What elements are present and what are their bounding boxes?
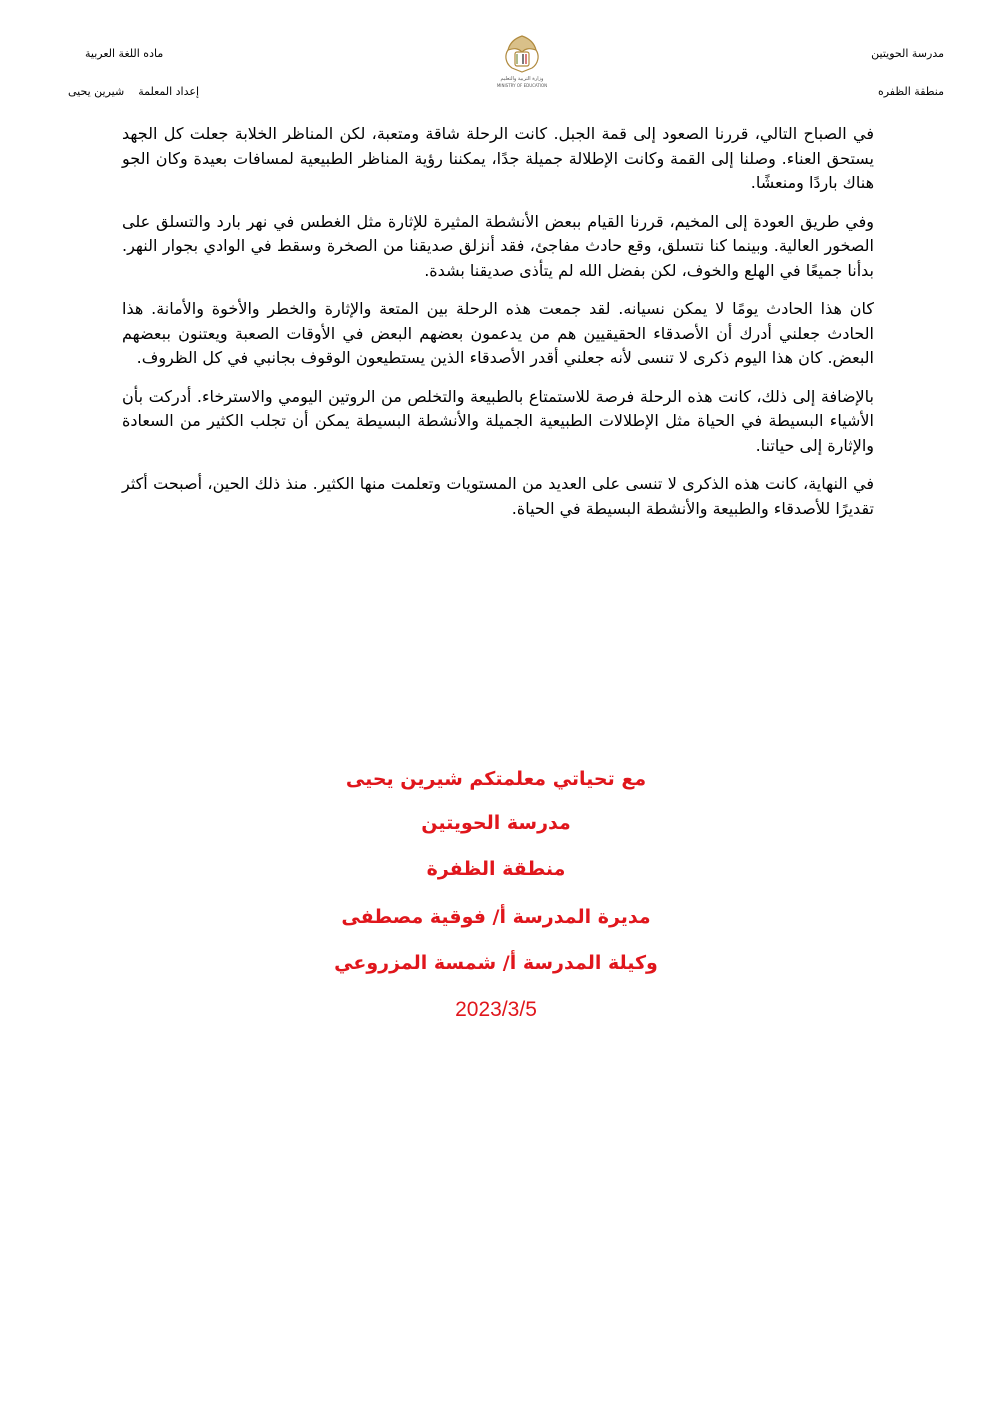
paragraph-2: وفي طريق العودة إلى المخيم، قررنا القيام ببعض الأنشطة المثيرة للإثارة مثل الغطس في نهر بارد والتسلق على الصخور العالية. وبينما كنا نتسلق، وقع حادث مفاجئ، فقد أنزلق صديقنا من الصخرة وسقط في الوادي بجوار النهر. بدأنا جميعًا في الهلع والخوف، لكن بفضل الله لم يتأذى صديقنا بشدة. [122, 211, 874, 280]
signoff-school: مدرسة الحويتين [421, 812, 571, 834]
emblem-caption: وزارة التربية والتعليم [500, 76, 544, 82]
emblem-caption-en: MINISTRY OF EDUCATION [496, 83, 548, 88]
signoff-principal: مديرة المدرسة أ/ فوقية مصطفى [341, 906, 651, 928]
paragraph-3: كان هذا الحادث يومًا لا يمكن نسيانه. لقد جمعت هذه الرحلة بين المتعة والإثارة والخطر والأخوة والأمانة. هذا الحادث جعلني أدرك أن الأصدقاء الحقيقيين هم من يدعمون بعضهم البعض في الأوقات الصعبة ويعتنون ببعضهم البعض. كان هذا اليوم ذكرى لا تنسى لأنه جعلني أقدر الأصدقاء الذين يستطيعون الوقوف بجانبي في كل الظروف. [122, 299, 874, 367]
body-text [122, 122, 874, 535]
signoff-region: منطقة الظفرة [426, 858, 566, 880]
subject-name: ماده اللغة العربية [85, 47, 164, 60]
paragraph-5: في النهاية، كانت هذه الذكرى لا تنسى على العديد من المستويات وتعلمت منها الكثير. منذ ذلك الحين، أصبحت أكثر تقديرًا للأصدقاء والطبيعة والأنشطة البسيطة في الحياة. [122, 474, 874, 518]
school-name: مدرسة الحويتين [871, 47, 944, 60]
paragraph-1: في الصباح التالي، قررنا الصعود إلى قمة الجبل. كانت الرحلة شاقة ومتعبة، لكن المناظر الخلابة جعلت كل الجهد يستحق العناء. وصلنا إلى القمة وكانت الإطلالة جميلة جدًا، يمكننا رؤية المناظر الطبيعية لمسافات بعيدة وكان الجو هناك باردًا ومنعشًا. [122, 124, 874, 192]
prepared-by-label: إعداد المعلمة [138, 85, 200, 98]
uae-emblem-icon [470, 30, 574, 90]
signoff-greeting: مع تحياتي معلمتكم شيرين يحيى [345, 768, 647, 790]
region-name: منطقة الظفره [877, 85, 944, 98]
signoff-date: 2023/3/5 [455, 998, 537, 1021]
paragraph-4: بالإضافة إلى ذلك، كانت هذه الرحلة فرصة للاستمتاع بالطبيعة والتخلص من الروتين اليومي والاسترخاء. أدركت بأن الأشياء البسيطة في الحياة مثل الإطلالات الطبيعية الجميلة والأنشطة البسيطة يمكن أن تجلب الكثير من السعادة والإثارة إلى حياتنا. [122, 386, 874, 455]
teacher-name: شيرين يحيى [68, 85, 125, 98]
signoff-vice-principal: وكيلة المدرسة أ/ شمسة المزروعي [334, 952, 658, 974]
prepared-by [68, 85, 199, 99]
